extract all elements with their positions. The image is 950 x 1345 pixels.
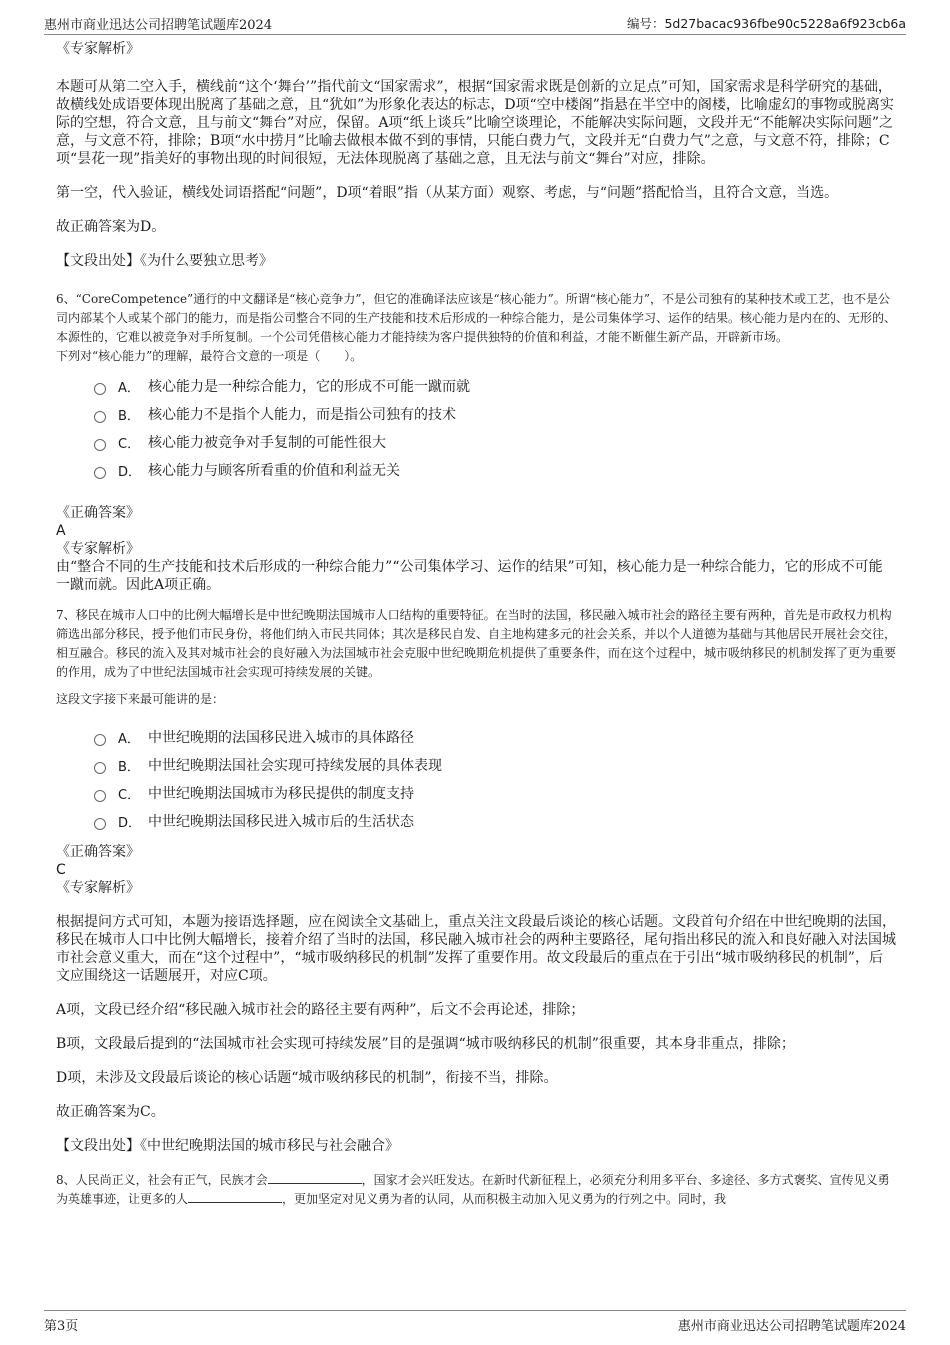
option-c[interactable] [94,779,896,807]
option-letter: D． [118,815,142,831]
question-prompt: 下列对“核心能力”的理解，最符合文意的一项是（ ）。 [56,349,363,363]
answer-value: C [56,862,66,878]
answer-value: A [56,523,66,539]
analysis-paragraph: B项，文段最后提到的“法国城市社会实现可持续发展”目的是强调“城市吸纳移民的机制”很重要，其本身非重点，排除； [56,1036,795,1052]
question-prompt: 这段文字接下来最可能讲的是： [56,692,225,706]
option-letter: B． [118,759,140,775]
options-list [94,723,896,835]
fill-blank [268,1171,362,1184]
option-text: 中世纪晚期法国社会实现可持续发展的具体表现 [148,758,442,774]
option-text: 核心能力是一种综合能力，它的形成不可能一蹴而就 [148,379,470,395]
analysis-paragraph: 第一空，代入验证，横线处词语搭配“问题”，D项“着眼”指（从某方面）观察、考虑，与“问题”搭配恰当，且符合文意，当选。 [56,185,839,201]
footer-title: 惠州市商业迅达公司招聘笔试题库2024 [677,1319,906,1334]
question-stem [56,1171,896,1209]
radio-button[interactable] [94,439,106,451]
page-header [44,12,906,35]
option-letter: D． [118,464,142,480]
option-a[interactable] [94,723,896,751]
page-number: 第3页 [44,1319,79,1334]
header-doc-id: 编号：5d27bacac936fbe90c5228a6f923cb6a [626,16,906,31]
header-title: 惠州市商业迅达公司招聘笔试题库2024 [44,18,273,33]
option-b[interactable] [94,751,896,779]
question-stem: 6、“CoreCompetence”通行的中文翻译是“核心竞争力”，但它的准确译法应该是“核心能力”。所谓“核心能力”，不是公司独有的某种技术或工艺，也不是公司内部某个人或某个部门的能力，而是指公司整合不同的生产技能和技术后形成的一种综合能力，是公司集体学习、运作的结果。核心能力是内在的、无形的、本源性的，它难以被竞争对手所复制。一个公司凭借核心能力才能持续为客户提供独特的价值和利益，才能不断催生新产品，开辟新市场。 [56,292,897,344]
radio-button[interactable] [94,818,106,830]
option-text: 中世纪晚期法国移民进入城市后的生活状态 [148,814,414,830]
question-stem: 7、移民在城市人口中的比例大幅增长是中世纪晚期法国城市人口结构的重要特征。在当时的法国，移民融入城市社会的路径主要有两种，首先是市政权力机构筛选出部分移民，授予他们市民身份，将他们纳入市民共同体；其次是移民自发、自主地构建多元的社会关系，并以个人道德为基础与其他居民开展社会交往，相互融合。移民的流入及其对城市社会的良好融入为法国城市社会克服中世纪晚期危机提供了重要条件，而在这个过程中，城市吸纳移民的机制发挥了更为重要的作用，成为了中世纪法国城市社会实现可持续发展的关键。 [56,608,897,679]
radio-button[interactable] [94,734,106,746]
page-footer [44,1310,906,1335]
option-d[interactable] [94,456,896,484]
analysis-paragraph: 由“整合不同的生产技能和技术后形成的一种综合能力”“公司集体学习、运作的结果”可知，核心能力是一种综合能力，它的形成不可能一蹴而就。因此A项正确。 [56,559,883,593]
radio-button[interactable] [94,467,106,479]
source-citation: 【文段出处】《中世纪晚期法国的城市移民与社会融合》 [56,1138,399,1154]
option-letter: A． [118,380,140,396]
analysis-label: 《专家解析》 [56,41,140,57]
stem-part: ，更加坚定对见义勇为者的认同，从而积极主动加入见义勇为的行列之中。同时，我 [282,1192,727,1206]
analysis-label: 《专家解析》 [56,880,140,896]
option-b[interactable] [94,400,896,428]
option-d[interactable] [94,807,896,835]
option-letter: C． [118,436,141,452]
fill-blank [188,1190,282,1203]
stem-part: 8、人民尚正义，社会有正气，民族才会 [56,1173,268,1187]
radio-button[interactable] [94,790,106,802]
radio-button[interactable] [94,383,106,395]
answer-label: 《正确答案》 [56,505,140,521]
option-text: 核心能力不是指个人能力，而是指公司独有的技术 [148,407,456,423]
analysis-paragraph: A项，文段已经介绍“移民融入城市社会的路径主要有两种”，后文不会再论述，排除； [56,1002,585,1018]
option-text: 核心能力与顾客所看重的价值和利益无关 [148,463,400,479]
option-a[interactable] [94,372,896,400]
conclusion: 故正确答案为C。 [56,1104,165,1120]
analysis-paragraph: 根据提问方式可知，本题为接语选择题，应在阅读全文基础上，重点关注文段最后谈论的核心话题。文段首句介绍在中世纪晚期的法国，移民在城市人口中比例大幅增长，接着介绍了当时的法国，移民融入城市社会的两种主要路径，尾句指出移民的流入和良好融入对法国城市社会意义重大，而在“这个过程中”，“城市吸纳移民的机制”发挥了重要作用。故文段最后的重点在于引出“城市吸纳移民的机制”，后文应围绕这一话题展开，对应C项。 [56,914,896,984]
radio-button[interactable] [94,411,106,423]
option-letter: B． [118,408,140,424]
answer-label: 《正确答案》 [56,844,140,860]
option-letter: C． [118,787,141,803]
options-list [94,372,896,484]
option-letter: A． [118,731,140,747]
option-text: 核心能力被竞争对手复制的可能性很大 [148,435,386,451]
analysis-paragraph: D项，未涉及文段最后谈论的核心话题“城市吸纳移民的机制”，衔接不当，排除。 [56,1070,558,1086]
option-text: 中世纪晚期法国城市为移民提供的制度支持 [148,786,414,802]
radio-button[interactable] [94,762,106,774]
conclusion: 故正确答案为D。 [56,219,166,235]
analysis-paragraph: 本题可从第二空入手，横线前“这个‘舞台’”指代前文“国家需求”，根据“国家需求既是创新的立足点”可知，国家需求是科学研究的基础，故横线处成语要体现出脱离了基础之意，且“犹如”为形象化表达的标志，D项“空中楼阁”指悬在半空中的阁楼，比喻虚幻的事物或脱离实际的空想，符合文意，且与前文“舞台”对应，保留。A项“纸上谈兵”比喻空谈理论，不能解决实际问题，文段并无“不能解决实际问题”之意，与文意不符，排除；B项“水中捞月”比喻去做根本做不到的事情，只能白费力气，文段并无“白费力气”之意，与文意不符，排除；C项“昙花一现”指美好的事物出现的时间很短，无法体现脱离了基础之意，且无法与前文“舞台”对应，排除。 [56,79,894,167]
stem-part: ，国家才会兴旺发达。在新时代新征程上，必须充分利用多平台、多途径、多方式褒奖、宣传见义勇为英雄事迹，让更多的人 [56,1173,890,1206]
source-citation: 【文段出处】《为什么要独立思考》 [56,253,273,269]
analysis-label: 《专家解析》 [56,541,140,557]
option-c[interactable] [94,428,896,456]
option-text: 中世纪晚期的法国移民进入城市的具体路径 [148,730,414,746]
page-content [56,40,896,1209]
